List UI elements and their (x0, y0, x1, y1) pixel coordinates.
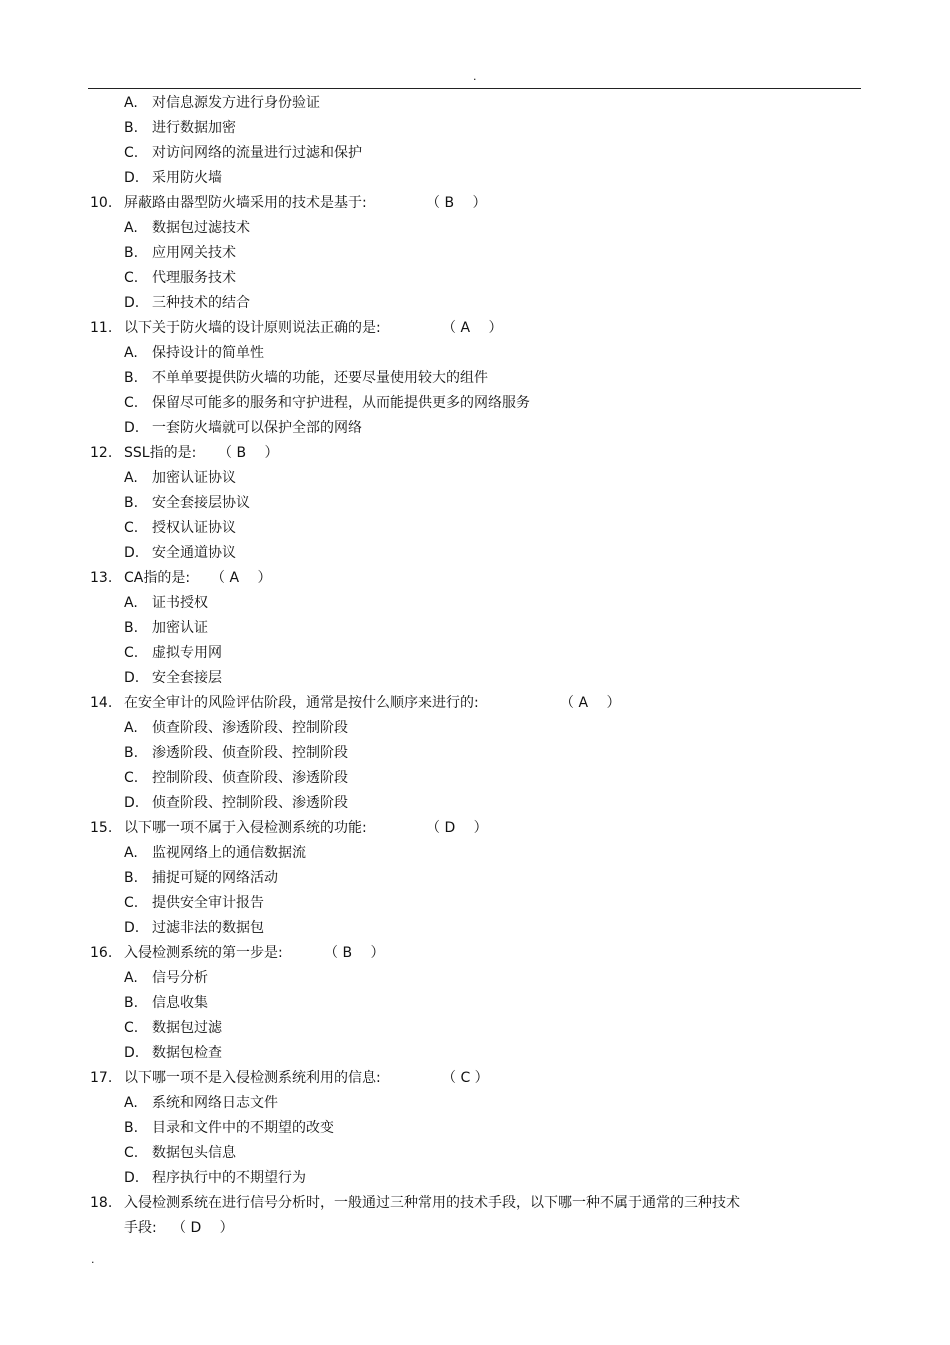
option-text: 加密认证 (152, 620, 208, 636)
option-line (0, 741, 950, 766)
option-letter: B. (124, 620, 139, 636)
option-text: 过滤非法的数据包 (152, 920, 264, 936)
option-letter: A. (124, 220, 138, 236)
option-line (0, 616, 950, 641)
option-letter: D. (124, 1170, 140, 1186)
option-line (0, 916, 950, 941)
option-line (0, 1116, 950, 1141)
option-text: 不单单要提供防火墙的功能，还要尽量使用较大的组件 (152, 370, 488, 386)
option-letter: A. (124, 845, 138, 861)
question-number: 17. (90, 1070, 113, 1086)
option-line (0, 466, 950, 491)
question-text: 以下关于防火墙的设计原则说法正确的是: (124, 320, 381, 336)
option-letter: B. (124, 495, 139, 511)
question-text: 手段: (124, 1220, 157, 1236)
question-text: CA指的是: (124, 570, 191, 586)
option-letter: A. (124, 345, 138, 361)
answer-paren: （ C ） (442, 1070, 489, 1086)
option-letter: D. (124, 295, 140, 311)
option-line (0, 241, 950, 266)
option-line (0, 391, 950, 416)
answer-paren: （ A ） (560, 695, 621, 711)
option-line (0, 841, 950, 866)
option-line (0, 491, 950, 516)
option-text: 加密认证协议 (152, 470, 236, 486)
option-letter: B. (124, 245, 139, 261)
option-line (0, 91, 950, 116)
option-line (0, 866, 950, 891)
answer-paren: （ D ） (426, 820, 488, 836)
option-text: 数据包检查 (152, 1045, 222, 1061)
option-letter: B. (124, 745, 139, 761)
answer-paren: （ B ） (324, 945, 385, 961)
option-line (0, 291, 950, 316)
option-text: 应用网关技术 (152, 245, 236, 261)
option-letter: A. (124, 720, 138, 736)
option-line (0, 641, 950, 666)
option-text: 虚拟专用网 (152, 645, 222, 661)
option-letter: D. (124, 170, 140, 186)
option-line (0, 341, 950, 366)
option-letter: A. (124, 595, 138, 611)
option-line (0, 416, 950, 441)
question-text: 入侵检测系统的第一步是: (124, 945, 283, 961)
option-text: 数据包过滤技术 (152, 220, 250, 236)
answer-paren: （ B ） (218, 445, 279, 461)
question-list (0, 91, 950, 1241)
option-letter: B. (124, 995, 139, 1011)
question-number: 16. (90, 945, 113, 961)
question-line (0, 441, 950, 466)
question-line (0, 941, 950, 966)
question-text: 入侵检测系统在进行信号分析时，一般通过三种常用的技术手段，以下哪一种不属于通常的三种技术 (124, 1195, 740, 1211)
header-rule (88, 88, 861, 89)
option-line (0, 966, 950, 991)
option-letter: D. (124, 545, 140, 561)
option-letter: A. (124, 470, 138, 486)
answer-paren: （ A ） (442, 320, 503, 336)
option-line (0, 1016, 950, 1041)
option-text: 保持设计的简单性 (152, 345, 264, 361)
option-text: 监视网络上的通信数据流 (152, 845, 306, 861)
question-number: 11. (90, 320, 113, 336)
option-letter: C. (124, 645, 139, 661)
option-text: 控制阶段、侦查阶段、渗透阶段 (152, 770, 348, 786)
option-text: 侦查阶段、控制阶段、渗透阶段 (152, 795, 348, 811)
question-text: 屏蔽路由器型防火墙采用的技术是基于: (124, 195, 367, 211)
option-text: 程序执行中的不期望行为 (152, 1170, 306, 1186)
option-line (0, 1041, 950, 1066)
option-text: 数据包过滤 (152, 1020, 222, 1036)
question-line (0, 316, 950, 341)
question-line (0, 816, 950, 841)
option-text: 安全套接层协议 (152, 495, 250, 511)
option-letter: C. (124, 1145, 139, 1161)
question-line (0, 566, 950, 591)
option-letter: C. (124, 895, 139, 911)
option-letter: C. (124, 770, 139, 786)
option-text: 渗透阶段、侦查阶段、控制阶段 (152, 745, 348, 761)
option-text: 安全通道协议 (152, 545, 236, 561)
option-letter: C. (124, 395, 139, 411)
option-line (0, 891, 950, 916)
option-line (0, 541, 950, 566)
option-letter: C. (124, 520, 139, 536)
header-mark: . (473, 70, 477, 83)
question-number: 12. (90, 445, 113, 461)
option-line (0, 516, 950, 541)
question-line (0, 1066, 950, 1091)
answer-paren: （ A ） (211, 570, 272, 586)
option-line (0, 716, 950, 741)
option-letter: B. (124, 870, 139, 886)
option-line (0, 216, 950, 241)
option-letter: D. (124, 1045, 140, 1061)
question-number: 10. (90, 195, 113, 211)
question-line (0, 691, 950, 716)
option-text: 一套防火墙就可以保护全部的网络 (152, 420, 362, 436)
option-line (0, 1141, 950, 1166)
option-text: 进行数据加密 (152, 120, 236, 136)
footer-mark: . (91, 1253, 95, 1266)
option-letter: C. (124, 145, 139, 161)
question-text: SSL指的是: (124, 445, 197, 461)
option-text: 捕捉可疑的网络活动 (152, 870, 278, 886)
option-line (0, 766, 950, 791)
option-text: 信息收集 (152, 995, 208, 1011)
option-letter: D. (124, 420, 140, 436)
question-number: 13. (90, 570, 113, 586)
option-text: 侦查阶段、渗透阶段、控制阶段 (152, 720, 348, 736)
option-line (0, 266, 950, 291)
option-letter: C. (124, 1020, 139, 1036)
question-number: 15. (90, 820, 113, 836)
option-letter: D. (124, 670, 140, 686)
option-text: 目录和文件中的不期望的改变 (152, 1120, 334, 1136)
question-text: 以下哪一项不属于入侵检测系统的功能: (124, 820, 367, 836)
option-line (0, 1166, 950, 1191)
option-text: 安全套接层 (152, 670, 222, 686)
question-line (0, 1191, 950, 1216)
option-letter: B. (124, 1120, 139, 1136)
option-text: 信号分析 (152, 970, 208, 986)
option-letter: A. (124, 1095, 138, 1111)
option-text: 三种技术的结合 (152, 295, 250, 311)
option-text: 系统和网络日志文件 (152, 1095, 278, 1111)
option-line (0, 141, 950, 166)
question-number: 18. (90, 1195, 113, 1211)
answer-paren: （ D ） (172, 1220, 234, 1236)
option-text: 数据包头信息 (152, 1145, 236, 1161)
option-letter: A. (124, 970, 138, 986)
question-line (0, 191, 950, 216)
option-line (0, 791, 950, 816)
option-line (0, 366, 950, 391)
option-letter: A. (124, 95, 138, 111)
option-text: 提供安全审计报告 (152, 895, 264, 911)
question-number: 14. (90, 695, 113, 711)
option-text: 证书授权 (152, 595, 208, 611)
option-line (0, 591, 950, 616)
option-letter: B. (124, 120, 139, 136)
option-text: 代理服务技术 (152, 270, 236, 286)
option-line (0, 666, 950, 691)
option-text: 保留尽可能多的服务和守护进程，从而能提供更多的网络服务 (152, 395, 530, 411)
answer-paren: （ B ） (426, 195, 487, 211)
option-letter: D. (124, 795, 140, 811)
option-line (0, 166, 950, 191)
option-text: 对访问网络的流量进行过滤和保护 (152, 145, 362, 161)
option-text: 对信息源发方进行身份验证 (152, 95, 320, 111)
question-text: 在安全审计的风险评估阶段，通常是按什么顺序来进行的: (124, 695, 479, 711)
option-line (0, 116, 950, 141)
option-line (0, 1091, 950, 1116)
question-line (0, 1216, 950, 1241)
option-letter: B. (124, 370, 139, 386)
option-text: 授权认证协议 (152, 520, 236, 536)
option-letter: D. (124, 920, 140, 936)
option-letter: C. (124, 270, 139, 286)
question-text: 以下哪一项不是入侵检测系统利用的信息: (124, 1070, 381, 1086)
option-line (0, 991, 950, 1016)
option-text: 采用防火墙 (152, 170, 222, 186)
